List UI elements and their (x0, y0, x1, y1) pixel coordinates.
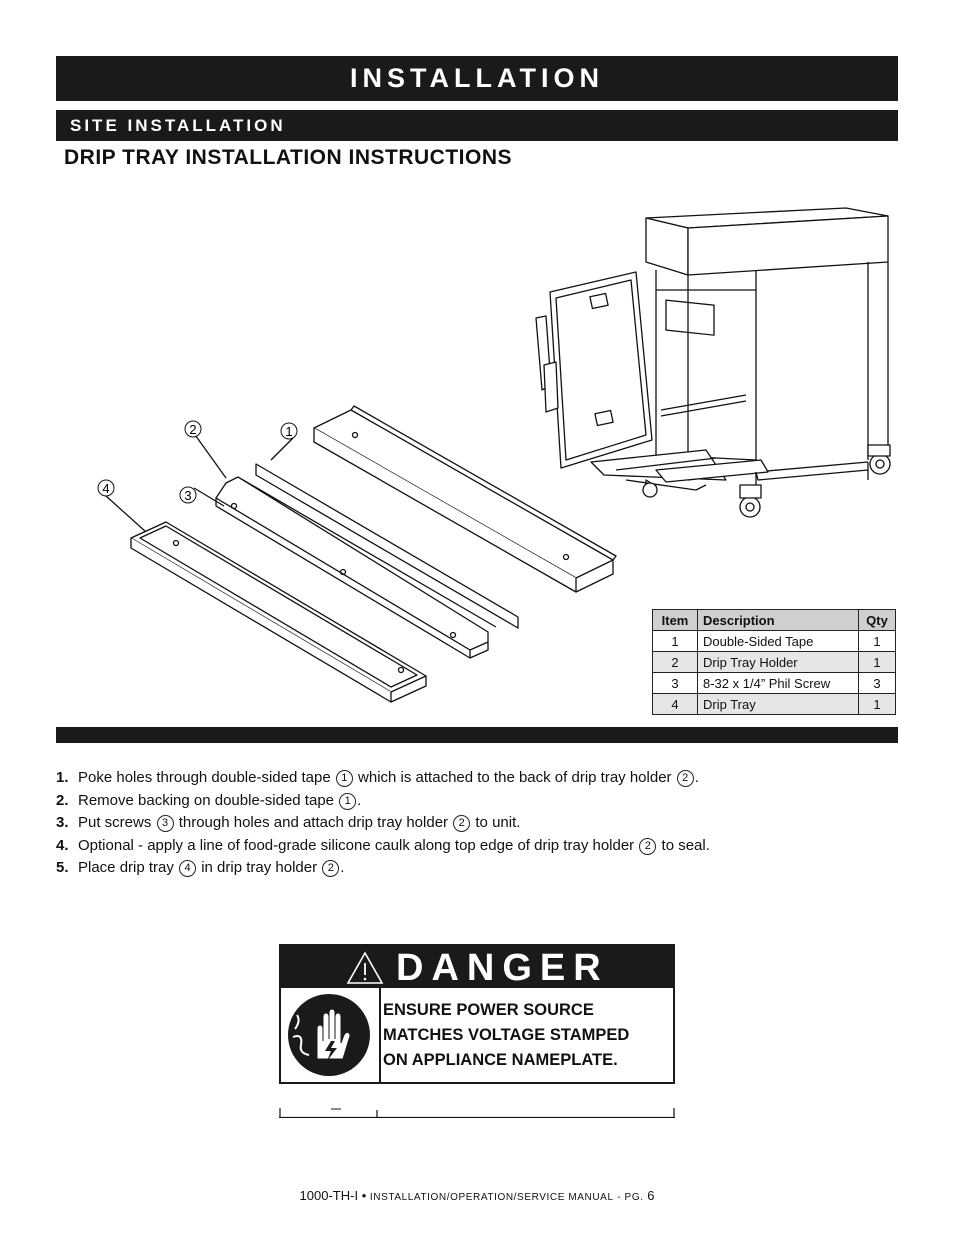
callout-3 (180, 487, 196, 503)
warning-triangle-icon (345, 950, 385, 986)
step-item (56, 790, 896, 813)
danger-line: MATCHES VOLTAGE STAMPED (383, 1026, 630, 1044)
hand-electric-shock-icon (287, 993, 371, 1077)
footer-manual-title: INSTALLATION/OPERATION/SERVICE MANUAL (369, 1192, 614, 1203)
step-text: Optional - apply a line of food-grade silicone caulk along top edge of drip tray holder (78, 836, 639, 854)
callout-label-1: 1 (285, 424, 293, 439)
qty-cell: 1 (859, 652, 896, 673)
step-text: Poke holes through double-sided tape (78, 769, 335, 786)
step-item (56, 835, 896, 858)
qty-cell: 1 (859, 694, 896, 715)
table-row (653, 673, 896, 694)
step-text: Place drip tray (78, 859, 179, 877)
callout-2 (185, 421, 201, 437)
instruction-steps (56, 767, 896, 880)
step-number: 4. (56, 836, 69, 854)
footer-bullet: • (361, 1188, 367, 1203)
step-text: Remove backing on double-sided tape (78, 791, 339, 809)
step-text: Put screws (78, 814, 156, 832)
step-text: to unit. (471, 814, 521, 832)
danger-header (281, 946, 673, 988)
step-number: 5. (56, 859, 69, 877)
step-number: 1. (56, 769, 69, 786)
step-text: . (340, 859, 345, 877)
danger-line: ON APPLIANCE NAMEPLATE. (383, 1051, 618, 1069)
callout-ref: 3 (157, 815, 174, 832)
page-header-bar (56, 56, 898, 101)
cabinet-unit-drawing (536, 208, 890, 517)
item-cell: 4 (653, 694, 698, 715)
footer-model: 1000-TH-I (299, 1188, 359, 1203)
callout-4 (98, 480, 114, 496)
item-cell: 1 (653, 631, 698, 652)
description-cell: Double-Sided Tape (698, 631, 859, 652)
callout-ref: 4 (179, 860, 196, 877)
label-stub-lines (279, 1108, 675, 1118)
danger-warning-box (279, 944, 675, 1084)
section-header-bar (56, 110, 898, 141)
callout-ref: 1 (339, 793, 356, 810)
description-cell: Drip Tray (698, 694, 859, 715)
qty-cell: 1 (859, 631, 896, 652)
col-description-header: Description (698, 610, 859, 631)
danger-word: DANGER (396, 947, 609, 989)
description-cell: Drip Tray Holder (698, 652, 859, 673)
step-text: to seal. (657, 836, 710, 854)
footer-page-number: 6 (647, 1188, 655, 1203)
callout-1 (281, 423, 297, 439)
description-cell: 8-32 x 1/4” Phil Screw (698, 673, 859, 694)
step-item (56, 767, 896, 790)
step-text: . (694, 769, 699, 786)
step-text: through holes and attach drip tray holder (174, 814, 453, 832)
section-title: SITE INSTALLATION (70, 116, 286, 135)
table-row (653, 652, 896, 673)
qty-cell: 3 (859, 673, 896, 694)
callout-label-4: 4 (102, 481, 110, 496)
section-divider-bar (56, 727, 898, 743)
callout-ref: 2 (453, 815, 470, 832)
callout-ref: 1 (336, 770, 353, 787)
danger-icon-cell (281, 988, 381, 1082)
step-text: in drip tray holder (197, 859, 322, 877)
danger-message (383, 998, 673, 1073)
subsection-title: DRIP TRAY INSTALLATION INSTRUCTIONS (64, 146, 513, 169)
callout-ref: 2 (322, 860, 339, 877)
step-number: 2. (56, 791, 69, 809)
callout-label-3: 3 (184, 488, 192, 503)
col-item-header: Item (653, 610, 698, 631)
page-footer (0, 1188, 954, 1203)
callout-ref: 2 (639, 838, 656, 855)
danger-line: ENSURE POWER SOURCE (383, 1001, 594, 1019)
step-text: which is attached to the back of drip tray holder (353, 769, 676, 786)
step-item (56, 857, 896, 880)
item-cell: 3 (653, 673, 698, 694)
parts-table (652, 609, 896, 715)
footer-page-label: - PG. (617, 1192, 644, 1203)
step-item (56, 812, 896, 835)
parts-table-header-row (653, 610, 896, 631)
col-qty-header: Qty (859, 610, 896, 631)
page-title: INSTALLATION (350, 63, 604, 93)
step-text: . (357, 791, 362, 809)
item-cell: 2 (653, 652, 698, 673)
callout-ref: 2 (677, 770, 694, 787)
step-number: 3. (56, 814, 69, 832)
callout-label-2: 2 (189, 422, 197, 437)
table-row (653, 694, 896, 715)
table-row (653, 631, 896, 652)
